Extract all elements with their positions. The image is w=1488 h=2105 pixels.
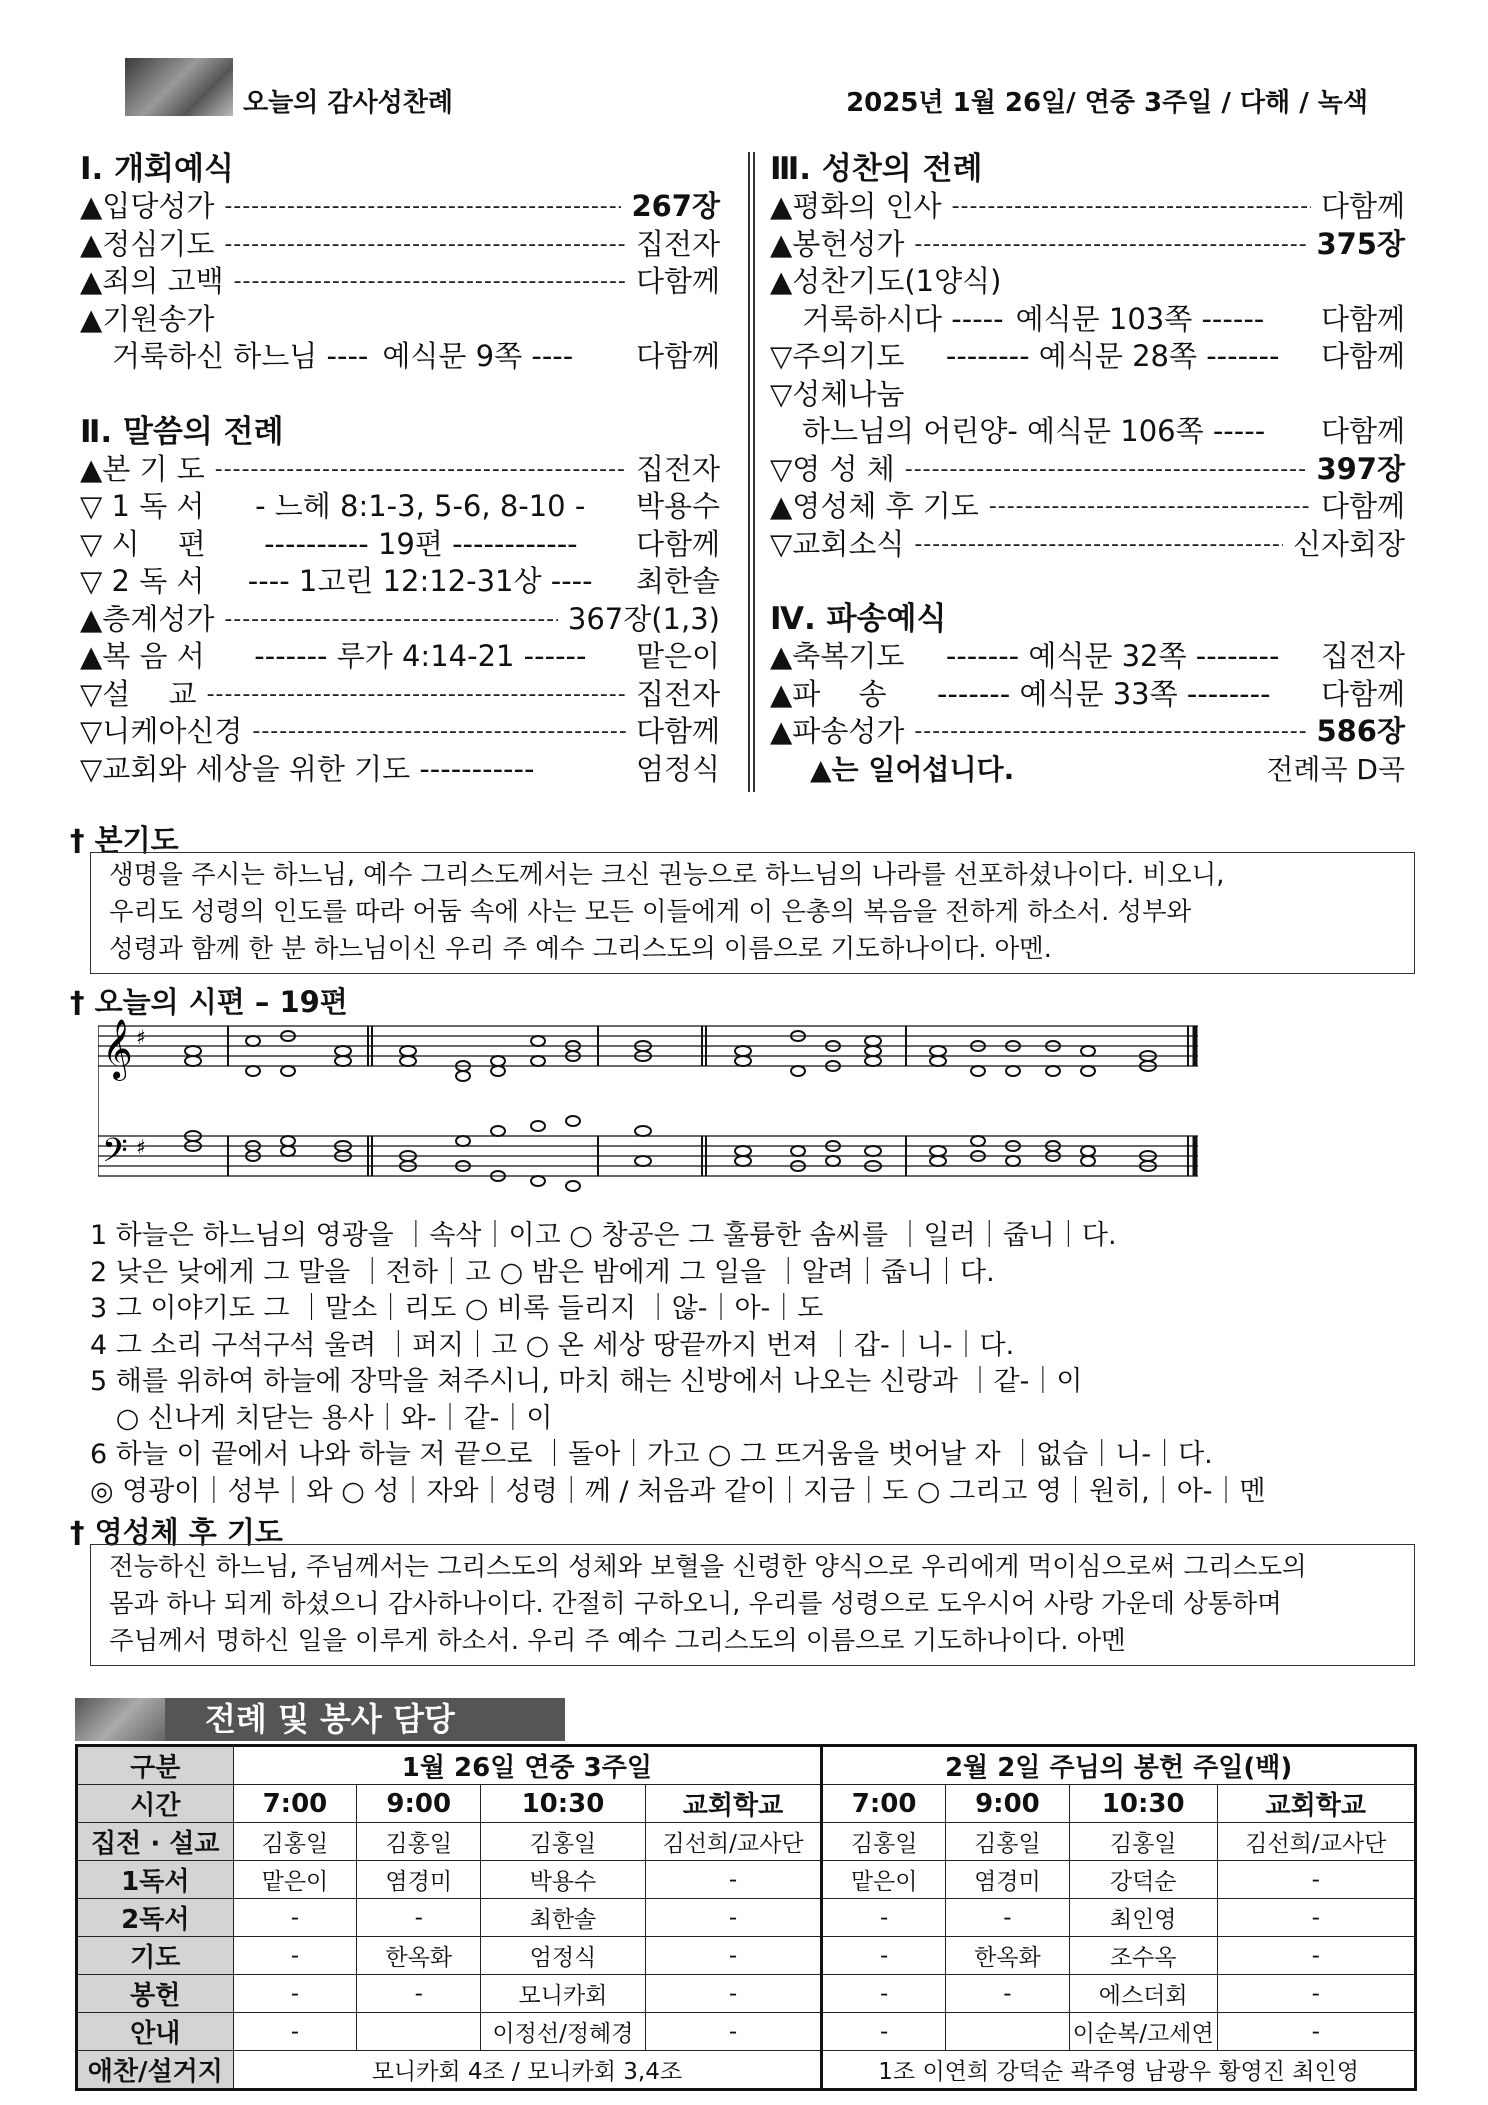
- roster-cell: [946, 2013, 1070, 2051]
- roster-time: 10:30: [481, 1785, 646, 1823]
- roster-cell: 김홍일: [481, 1823, 646, 1861]
- service-date: 2025년 1월 26일/ 연중 3주일 / 다해 / 녹색: [846, 88, 1368, 118]
- roster-row-label: 안내: [77, 2013, 234, 2051]
- roster-row-fellowship: [77, 2051, 1416, 2090]
- roster-header: [75, 1698, 565, 1741]
- roster-row-label: 2독서: [77, 1899, 234, 1937]
- roster-cell: 김홍일: [233, 1823, 357, 1861]
- roster-cell: 1조 이연희 강덕순 곽주영 남광우 황영진 최인영: [822, 2051, 1416, 2090]
- section-eucharist-title: Ⅲ. 성찬의 전례: [770, 151, 983, 187]
- item-communion: ▽영 성 체 ----- 397장: [770, 451, 1405, 489]
- item-first-reading: ▽ 1 독 서 - 느헤 8:1-3, 5-6, 8-10 - 박용수: [80, 489, 720, 523]
- svg-text:♯: ♯: [136, 1025, 146, 1049]
- roster-cell: -: [1217, 1937, 1415, 1975]
- item-sanctus: 거룩하시다 ----- 예식문 103쪽 ------ 다함께: [802, 301, 1405, 336]
- postcommunion-box: [90, 1544, 1415, 1666]
- item-entrance-hymn: ▲입당성가 ----- 267장: [80, 188, 720, 226]
- postcommunion-line: 전능하신 하느님, 주님께서는 그리스도의 성체와 보혈을 신령한 양식으로 우리에게 먹이심으로써 그리스도의: [109, 1552, 1307, 1582]
- psalm-heading: † 오늘의 시편 – 19편: [70, 985, 348, 1019]
- item-kyrie: ▲기원송가: [80, 301, 215, 336]
- roster-cell: -: [233, 1899, 357, 1937]
- collect-line: 성령과 함께 한 분 하느님이신 우리 주 예수 그리스도의 이름으로 기도하나이다. 아멘.: [109, 934, 1052, 964]
- roster-cell: 김선희/교사단: [645, 1823, 821, 1861]
- roster-body: [77, 1823, 1416, 2051]
- roster-cell: -: [1217, 2013, 1415, 2051]
- svg-text:𝄢: 𝄢: [102, 1132, 128, 1178]
- roster-row-label: 봉헌: [77, 1975, 234, 2013]
- roster-photo: [75, 1698, 165, 1741]
- roster-cell: -: [1217, 1861, 1415, 1899]
- item-purity-prayer: ▲정심기도 ----- 집전자: [80, 226, 720, 264]
- collect-line: 우리도 성령의 인도를 따라 어둠 속에 사는 모든 이들에게 이 은총의 복음을 전하게 하소서. 성부와: [109, 897, 1192, 927]
- psalm-verse: ○ 신나게 치닫는 용사｜와-｜같-｜이: [90, 1402, 553, 1434]
- roster-cell: -: [645, 1899, 821, 1937]
- roster-time: 교회학교: [645, 1785, 821, 1823]
- roster-cell: 김선희/교사단: [1217, 1823, 1415, 1861]
- collect-line: 생명을 주시는 하느님, 예수 그리스도께서는 크신 권능으로 하느님의 나라를 선포하셨나이다. 비오니,: [109, 860, 1225, 890]
- roster-time: 10:30: [1069, 1785, 1217, 1823]
- roster-cell: -: [357, 1899, 481, 1937]
- roster-row: [77, 1823, 1416, 1861]
- roster-cell: -: [1217, 1899, 1415, 1937]
- psalm-verse: 3 그 이야기도 그 ｜말소｜리도 ○ 비록 들리지 ｜않-｜아-｜도: [90, 1293, 824, 1324]
- page-title: 오늘의 감사성찬례: [243, 88, 453, 118]
- item-fraction: ▽성체나눔: [770, 376, 905, 411]
- item-confession: ▲죄의 고백 ----- 다함께: [80, 263, 720, 301]
- item-gradual: ▲층계성가 ----- 367장(1,3): [80, 601, 720, 639]
- roster-row-label: 애찬/설거지: [77, 2051, 234, 2090]
- roster-cell: 맡은이: [233, 1861, 357, 1899]
- section-gathering-title: Ⅰ. 개회예식: [80, 151, 234, 187]
- roster-week-row: [77, 1746, 1416, 1785]
- standing-note: ▲는 일어섭니다. 전례곡 D곡: [810, 752, 1405, 786]
- roster-cell: -: [822, 1937, 946, 1975]
- order-right-column: [770, 150, 1405, 788]
- order-left-column: [80, 150, 720, 788]
- roster-cell: -: [233, 2013, 357, 2051]
- roster-time: 교회학교: [1217, 1785, 1415, 1823]
- roster-cell: 박용수: [481, 1861, 646, 1899]
- roster-row: [77, 1899, 1416, 1937]
- roster-time: 7:00: [822, 1785, 946, 1823]
- roster-week2-header: 2월 2일 주님의 봉헌 주일(백): [822, 1746, 1416, 1785]
- item-offertory-hymn: ▲봉헌성가 ----- 375장: [770, 226, 1405, 264]
- roster-cell: -: [645, 1937, 821, 1975]
- item-second-reading: ▽ 2 독 서 ---- 1고린 12:12-31상 ---- 최한솔: [80, 564, 721, 598]
- psalm-chant-score: [98, 1016, 1208, 1196]
- roster-time-label: 시간: [77, 1785, 234, 1823]
- roster-cell: 조수옥: [1069, 1937, 1217, 1975]
- roster-row: [77, 1861, 1416, 1899]
- psalm-verse: 1 하늘은 하느님의 영광을 ｜속삭｜이고 ○ 창공은 그 훌륭한 솜씨를 ｜일러｜줍니｜다.: [90, 1220, 1117, 1251]
- roster-cell: 김홍일: [946, 1823, 1070, 1861]
- item-eucharistic-prayer: ▲성찬기도(1양식): [770, 264, 1002, 298]
- column-divider: [748, 152, 755, 792]
- roster-row-label: 기도: [77, 1937, 234, 1975]
- roster-cell: [357, 2013, 481, 2051]
- roster-time: 9:00: [357, 1785, 481, 1823]
- roster-cell: -: [822, 1899, 946, 1937]
- roster-cell: -: [946, 1975, 1070, 2013]
- roster-cell: -: [645, 1975, 821, 2013]
- roster-cell: 김홍일: [1069, 1823, 1217, 1861]
- roster-cell: 염경미: [946, 1861, 1070, 1899]
- roster-cell: -: [357, 1975, 481, 2013]
- roster-cell: 한옥화: [357, 1937, 481, 1975]
- roster-cell: 한옥화: [946, 1937, 1070, 1975]
- svg-text:𝄞: 𝄞: [102, 1019, 133, 1079]
- roster-cell: -: [946, 1899, 1070, 1937]
- roster-table: [75, 1744, 1417, 2091]
- item-collect: ▲본 기 도 ----- 집전자: [80, 451, 720, 489]
- item-psalm: ▽ 시 편 ---------- 19편 ------------ 다함께: [80, 526, 720, 561]
- roster-cell: 모니카회 4조 / 모니카회 3,4조: [233, 2051, 822, 2090]
- svg-text:♯: ♯: [136, 1135, 146, 1159]
- item-dismissal: ▲파 송 ------- 예식문 33쪽 -------- 다함께: [770, 676, 1405, 711]
- item-peace: ▲평화의 인사 ----- 다함께: [770, 188, 1405, 226]
- psalm-verse: 6 하늘 이 끝에서 나와 하늘 저 끝으로 ｜돌아｜가고 ○ 그 뜨거움을 벗어날 자 ｜없습｜니-｜다.: [90, 1439, 1213, 1470]
- roster-category-header: 구분: [77, 1746, 234, 1785]
- roster-cell: 김홍일: [357, 1823, 481, 1861]
- psalm-text: [90, 1218, 1420, 1510]
- roster-cell: -: [822, 1975, 946, 2013]
- postcommunion-line: 몸과 하나 되게 하셨으니 감사하나이다. 간절히 구하오니, 우리를 성령으로 도우시어 사랑 가운데 상통하며: [109, 1589, 1282, 1619]
- roster-cell: 엄정식: [481, 1937, 646, 1975]
- item-announcements: ▽교회소식 ----- 신자회장: [770, 526, 1405, 564]
- roster-cell: -: [645, 1861, 821, 1899]
- section-dismissal-title: Ⅳ. 파송예식: [770, 601, 947, 637]
- postcommunion-line: 주님께서 명하신 일을 이루게 하소서. 우리 주 예수 그리스도의 이름으로 기도하나이다. 아멘: [109, 1626, 1126, 1656]
- roster-cell: -: [1217, 1975, 1415, 2013]
- roster-cell: 강덕순: [1069, 1861, 1217, 1899]
- roster-cell: 에스더회: [1069, 1975, 1217, 2013]
- item-lords-prayer: ▽주의기도 -------- 예식문 28쪽 ------- 다함께: [770, 339, 1406, 373]
- collect-box: [90, 852, 1415, 974]
- item-recessional-hymn: ▲파송성가 ----- 586장: [770, 713, 1405, 751]
- roster-cell: -: [233, 1975, 357, 2013]
- roster-row: [77, 1975, 1416, 2013]
- item-blessing: ▲축복기도 ------- 예식문 32쪽 -------- 집전자: [770, 639, 1406, 673]
- roster-cell: 모니카회: [481, 1975, 646, 2013]
- psalm-verse: 4 그 소리 구석구석 울려 ｜퍼지｜고 ○ 온 세상 땅끝까지 번져 ｜갑-｜니-｜다.: [90, 1329, 1015, 1361]
- roster-cell: -: [822, 2013, 946, 2051]
- roster-cell: 염경미: [357, 1861, 481, 1899]
- roster-row: [77, 2013, 1416, 2051]
- psalm-gloria: ◎ 영광이｜성부｜와 ○ 성｜자와｜성령｜께 / 처음과 같이｜지금｜도 ○ 그리고 영｜원히,｜아-｜멘: [90, 1475, 1266, 1507]
- item-trisagion: 거룩하신 하느님 ---- 예식문 9쪽 ---- 다함께: [112, 339, 720, 373]
- roster-time: 9:00: [946, 1785, 1070, 1823]
- postcommunion-heading: † 영성체 후 기도: [70, 1515, 283, 1549]
- section-word-title: Ⅱ. 말씀의 전례: [80, 413, 284, 450]
- psalm-verse: 2 낮은 낮에게 그 말을 ｜전하｜고 ○ 밤은 밤에게 그 일을 ｜알려｜줍니｜다.: [90, 1256, 995, 1288]
- collect-heading: † 본기도: [70, 823, 179, 857]
- item-creed: ▽니케아신경 ----- 다함께: [80, 713, 720, 751]
- item-post-communion: ▲영성체 후 기도 ----- 다함께: [770, 488, 1405, 526]
- roster-cell: 최인영: [1069, 1899, 1217, 1937]
- roster-cell: 이정선/정혜경: [481, 2013, 646, 2051]
- roster-time: 7:00: [233, 1785, 357, 1823]
- roster-row: [77, 1937, 1416, 1975]
- roster-row-label: 집전 · 설교: [77, 1823, 234, 1861]
- roster-week1-header: 1월 26일 연중 3주일: [233, 1746, 822, 1785]
- roster-title: 전례 및 봉사 담당: [165, 1698, 565, 1741]
- roster-cell: 김홍일: [822, 1823, 946, 1861]
- item-prayers: ▽교회와 세상을 위한 기도 ----------- 엄정식: [80, 751, 720, 786]
- roster-cell: 이순복/고세연: [1069, 2013, 1217, 2051]
- roster-time-row: [77, 1785, 1416, 1823]
- item-agnus-dei: 하느님의 어린양- 예식문 106쪽 ----- 다함께: [802, 414, 1405, 448]
- psalm-verse: 5 해를 위하여 하늘에 장막을 쳐주시니, 마치 해는 신방에서 나오는 신랑과 ｜같-｜이: [90, 1366, 1083, 1397]
- roster-cell: 맡은이: [822, 1861, 946, 1899]
- header-photo: [125, 58, 233, 116]
- item-sermon: ▽설 교 ----- 집전자: [80, 676, 720, 714]
- roster-cell: -: [233, 1937, 357, 1975]
- roster-cell: -: [645, 2013, 821, 2051]
- roster-row-label: 1독서: [77, 1861, 234, 1899]
- item-gospel: ▲복 음 서 ------- 루가 4:14-21 ------ 맡은이: [80, 639, 721, 673]
- roster-cell: 최한솔: [481, 1899, 646, 1937]
